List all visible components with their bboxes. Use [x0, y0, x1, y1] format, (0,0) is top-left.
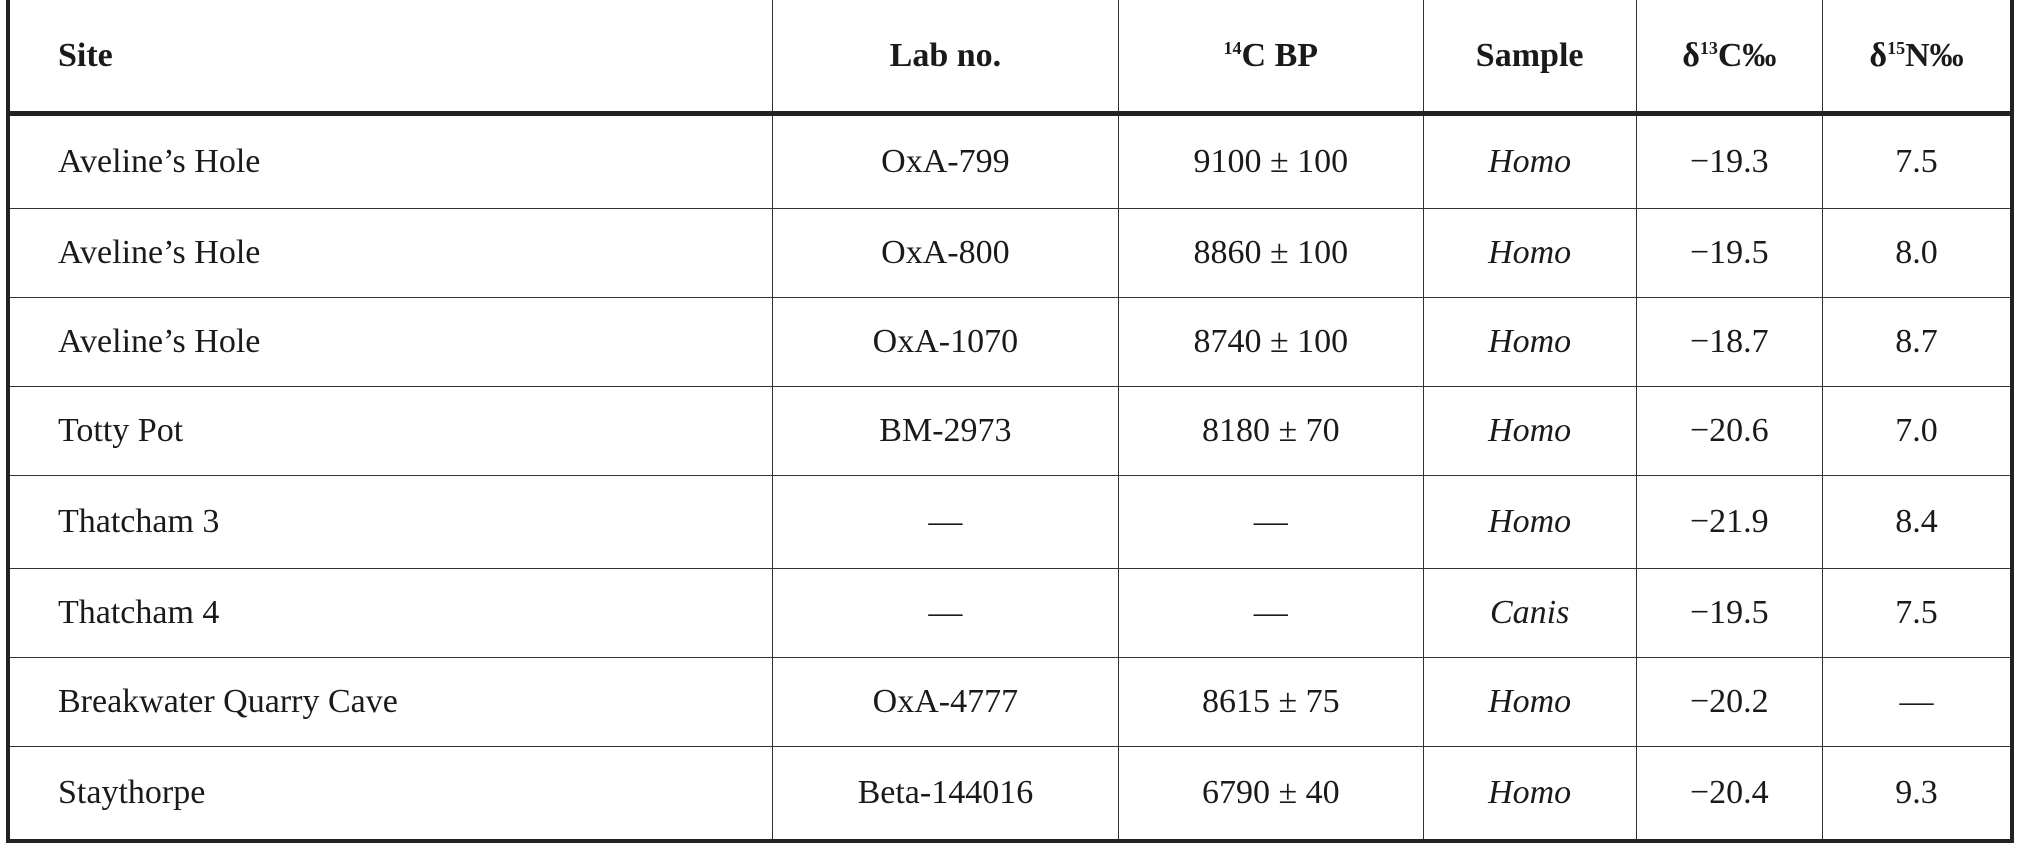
table-row	[8, 476, 2012, 569]
header-superscript: 15	[1887, 37, 1906, 58]
cell-sample: Canis	[1423, 569, 1636, 658]
table-row	[8, 209, 2012, 298]
cell-lab-no: OxA-1070	[772, 298, 1118, 387]
cell-d13c: −20.6	[1636, 387, 1822, 476]
cell-d15n: 9.3	[1823, 747, 2012, 842]
cell-lab-no: BM-2973	[772, 387, 1118, 476]
cell-d13c: −20.2	[1636, 658, 1822, 747]
table-row	[8, 747, 2012, 842]
column-header-lab-no	[772, 0, 1118, 114]
table-row	[8, 298, 2012, 387]
cell-site: Aveline’s Hole	[8, 298, 772, 387]
cell-d13c: −19.5	[1636, 569, 1822, 658]
column-header-c14-bp	[1118, 0, 1423, 114]
cell-lab-no: Beta-144016	[772, 747, 1118, 842]
cell-lab-no: OxA-799	[772, 114, 1118, 209]
header-label: C‰	[1717, 36, 1777, 74]
cell-site: Thatcham 3	[8, 476, 772, 569]
cell-d15n: 8.7	[1823, 298, 2012, 387]
cell-d15n: 7.5	[1823, 114, 2012, 209]
header-prefix: δ	[1682, 36, 1700, 74]
column-header-sample	[1423, 0, 1636, 114]
column-header-d15n	[1823, 0, 2012, 114]
cell-site: Breakwater Quarry Cave	[8, 658, 772, 747]
cell-c14-bp: 8740 ± 100	[1118, 298, 1423, 387]
cell-c14-bp: 6790 ± 40	[1118, 747, 1423, 842]
cell-d15n: 8.0	[1823, 209, 2012, 298]
table-row	[8, 114, 2012, 209]
cell-c14-bp: 8180 ± 70	[1118, 387, 1423, 476]
table-row	[8, 658, 2012, 747]
header-label: Site	[58, 36, 113, 74]
cell-site: Totty Pot	[8, 387, 772, 476]
cell-sample: Homo	[1423, 114, 1636, 209]
cell-d15n: 7.0	[1823, 387, 2012, 476]
cell-site: Aveline’s Hole	[8, 209, 772, 298]
cell-c14-bp: 8860 ± 100	[1118, 209, 1423, 298]
cell-d13c: −19.5	[1636, 209, 1822, 298]
cell-lab-no: —	[772, 476, 1118, 569]
cell-d13c: −19.3	[1636, 114, 1822, 209]
cell-d13c: −20.4	[1636, 747, 1822, 842]
header-row	[8, 0, 2012, 114]
header-superscript: 13	[1699, 37, 1718, 58]
cell-sample: Homo	[1423, 298, 1636, 387]
cell-sample: Homo	[1423, 747, 1636, 842]
cell-site: Staythorpe	[8, 747, 772, 842]
cell-c14-bp: 9100 ± 100	[1118, 114, 1423, 209]
cell-d15n: 7.5	[1823, 569, 2012, 658]
cell-d15n: 8.4	[1823, 476, 2012, 569]
cell-sample: Homo	[1423, 476, 1636, 569]
column-header-site	[8, 0, 772, 114]
cell-d13c: −18.7	[1636, 298, 1822, 387]
cell-lab-no: OxA-4777	[772, 658, 1118, 747]
cell-d15n: —	[1823, 658, 2012, 747]
header-prefix: δ	[1869, 36, 1888, 74]
header-label: C BP	[1241, 36, 1319, 74]
header-label: Sample	[1475, 36, 1584, 74]
cell-sample: Homo	[1423, 658, 1636, 747]
table-row	[8, 387, 2012, 476]
cell-sample: Homo	[1423, 209, 1636, 298]
header-label: Lab no.	[889, 36, 1002, 74]
header-label: N‰	[1905, 36, 1964, 74]
cell-c14-bp: —	[1118, 476, 1423, 569]
cell-site: Thatcham 4	[8, 569, 772, 658]
cell-d13c: −21.9	[1636, 476, 1822, 569]
cell-sample: Homo	[1423, 387, 1636, 476]
cell-c14-bp: 8615 ± 75	[1118, 658, 1423, 747]
cell-c14-bp: —	[1118, 569, 1423, 658]
column-header-d13c	[1636, 0, 1822, 114]
header-superscript: 14	[1223, 37, 1242, 58]
cell-site: Aveline’s Hole	[8, 114, 772, 209]
cell-lab-no: —	[772, 569, 1118, 658]
table-row	[8, 569, 2012, 658]
radiocarbon-isotope-table	[6, 0, 2014, 843]
cell-lab-no: OxA-800	[772, 209, 1118, 298]
